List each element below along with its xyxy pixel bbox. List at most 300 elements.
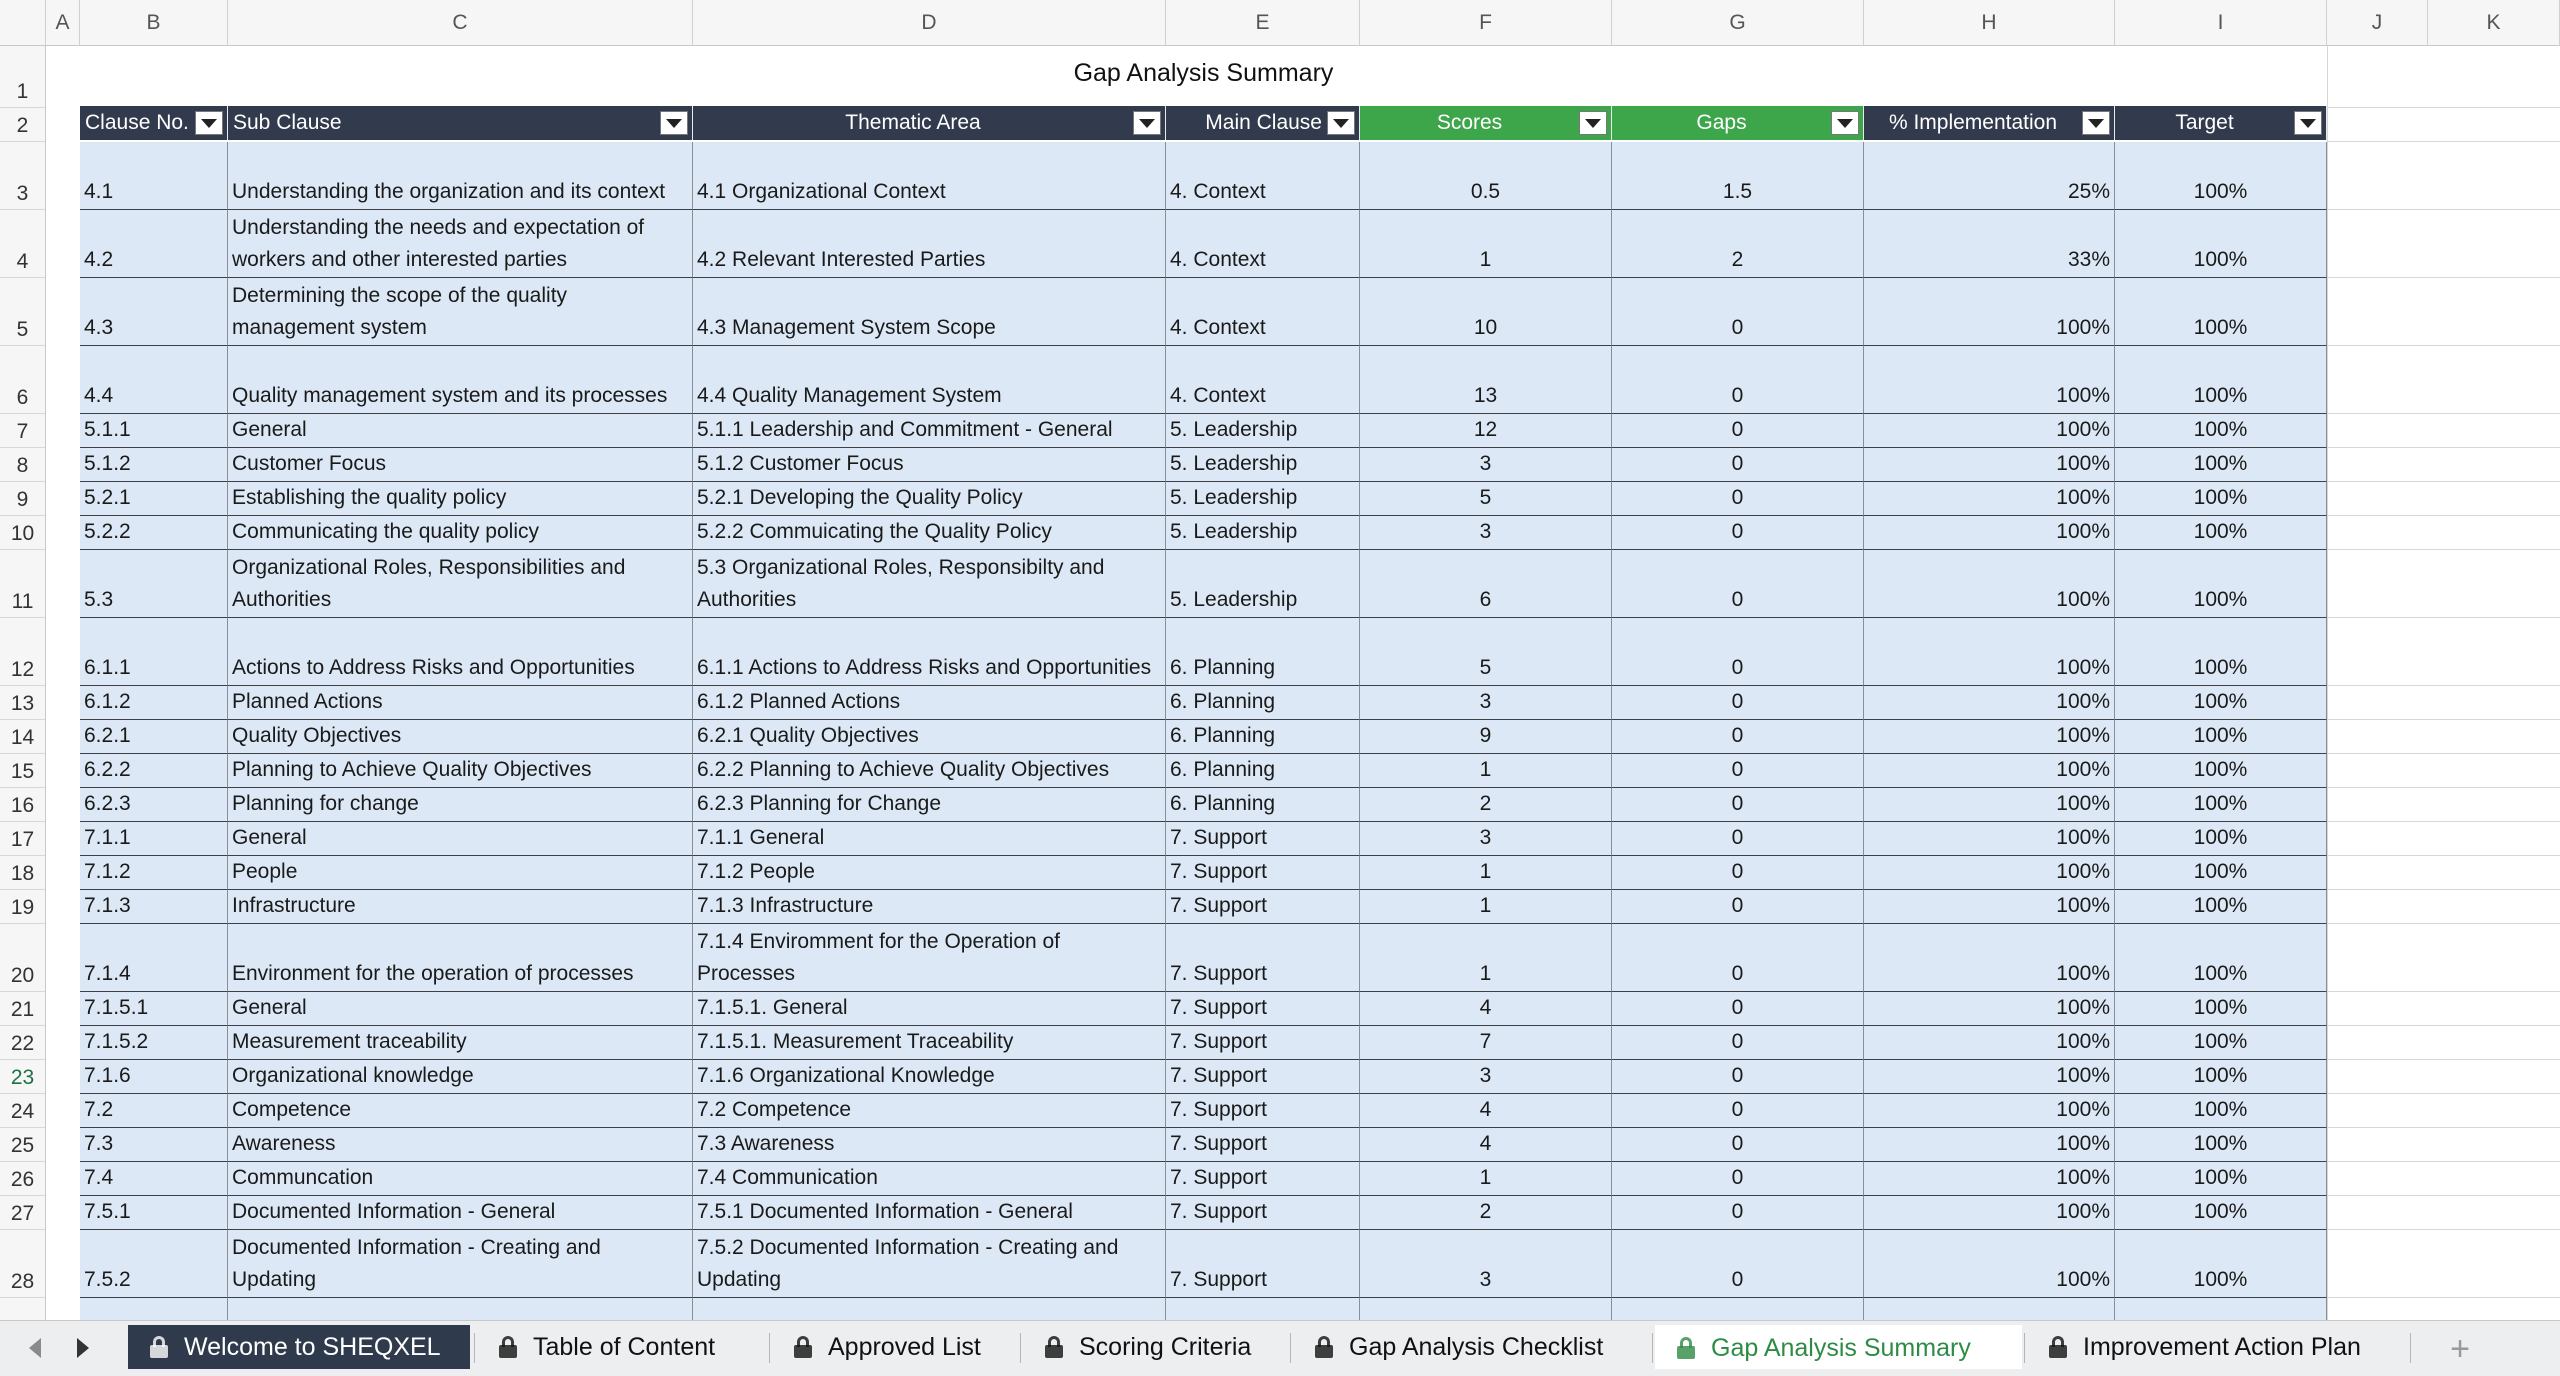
cell-gap[interactable] bbox=[1612, 924, 1864, 992]
cell-target[interactable] bbox=[2115, 1026, 2327, 1060]
gridline bbox=[2327, 107, 2560, 108]
cell-theme[interactable] bbox=[693, 788, 1166, 822]
row-header-23[interactable]: 23 bbox=[0, 1060, 46, 1094]
cell-target[interactable] bbox=[2115, 142, 2327, 210]
column-header-e[interactable]: E bbox=[1166, 0, 1360, 46]
cell-theme[interactable] bbox=[693, 992, 1166, 1026]
cell-theme[interactable] bbox=[693, 618, 1166, 686]
cell-clause[interactable] bbox=[80, 210, 228, 278]
cell-score[interactable] bbox=[1360, 822, 1612, 856]
column-header-d[interactable]: D bbox=[693, 0, 1166, 46]
cell-clause[interactable] bbox=[80, 1026, 228, 1060]
cell-main[interactable] bbox=[1166, 414, 1360, 448]
cell-main[interactable] bbox=[1166, 142, 1360, 210]
add-sheet-button[interactable]: + bbox=[2450, 1329, 2470, 1368]
cell-text: 100% bbox=[2193, 1268, 2248, 1291]
cell-text: Determining the scope of the quality management system bbox=[232, 284, 568, 339]
cell-score[interactable] bbox=[1360, 890, 1612, 924]
cell-gap[interactable] bbox=[1612, 1128, 1864, 1162]
cell-impl[interactable] bbox=[1864, 1128, 2115, 1162]
cell-main[interactable] bbox=[1166, 448, 1360, 482]
filter-dropdown-icon[interactable] bbox=[1579, 111, 1607, 135]
cell-score[interactable] bbox=[1360, 142, 1612, 210]
cell-gap[interactable] bbox=[1612, 210, 1864, 278]
row-header-21[interactable]: 21 bbox=[0, 992, 46, 1026]
row-header-19[interactable]: 19 bbox=[0, 890, 46, 924]
cell-sub[interactable] bbox=[228, 482, 693, 516]
column-header-f[interactable]: F bbox=[1360, 0, 1612, 46]
row-header-3[interactable]: 3 bbox=[0, 142, 46, 210]
cell-score[interactable] bbox=[1360, 924, 1612, 992]
cell-main[interactable] bbox=[1166, 278, 1360, 346]
cell-theme[interactable] bbox=[693, 278, 1166, 346]
cell-sub[interactable] bbox=[228, 550, 693, 618]
column-header-k[interactable]: K bbox=[2428, 0, 2560, 46]
cell-score[interactable] bbox=[1360, 516, 1612, 550]
cell-main[interactable] bbox=[1166, 822, 1360, 856]
cell-target[interactable] bbox=[2115, 482, 2327, 516]
cell-gap[interactable] bbox=[1612, 550, 1864, 618]
cell-text: Understanding the organization and its context bbox=[232, 180, 666, 203]
cell-clause[interactable] bbox=[80, 856, 228, 890]
row-header-15[interactable]: 15 bbox=[0, 754, 46, 788]
cell-gap[interactable] bbox=[1612, 754, 1864, 788]
row-header-7[interactable]: 7 bbox=[0, 414, 46, 448]
cell-sub[interactable] bbox=[228, 618, 693, 686]
cell-text: 100% bbox=[2056, 690, 2110, 713]
cell-gap[interactable] bbox=[1612, 278, 1864, 346]
cell-target[interactable] bbox=[2115, 346, 2327, 414]
cell-gap[interactable] bbox=[1612, 1162, 1864, 1196]
cell-target[interactable] bbox=[2115, 1094, 2327, 1128]
cell-clause[interactable] bbox=[80, 992, 228, 1026]
cell-text: 100% bbox=[2193, 690, 2248, 713]
cell-target[interactable] bbox=[2115, 822, 2327, 856]
row-header-25[interactable]: 25 bbox=[0, 1128, 46, 1162]
cell-impl[interactable] bbox=[1864, 1026, 2115, 1060]
row-header-22[interactable]: 22 bbox=[0, 1026, 46, 1060]
cell-sub[interactable] bbox=[228, 822, 693, 856]
cell-theme[interactable] bbox=[693, 720, 1166, 754]
cell-target[interactable] bbox=[2115, 856, 2327, 890]
cell-score[interactable] bbox=[1360, 1128, 1612, 1162]
cell-gap[interactable] bbox=[1612, 1094, 1864, 1128]
cell-target[interactable] bbox=[2115, 618, 2327, 686]
cell-score[interactable] bbox=[1360, 992, 1612, 1026]
cell-text: 0 bbox=[1731, 792, 1744, 815]
cell-target[interactable] bbox=[2115, 754, 2327, 788]
cell-target[interactable] bbox=[2115, 1196, 2327, 1230]
cell-main[interactable] bbox=[1166, 550, 1360, 618]
cell-score[interactable] bbox=[1360, 1162, 1612, 1196]
cell-text: 5.2.1 Developing the Quality Policy bbox=[697, 486, 1023, 509]
cell-sub[interactable] bbox=[228, 414, 693, 448]
cell-main[interactable] bbox=[1166, 856, 1360, 890]
cell-gap[interactable] bbox=[1612, 686, 1864, 720]
row-header-11[interactable]: 11 bbox=[0, 550, 46, 618]
cell-text: 7. Support bbox=[1170, 894, 1267, 917]
cell-sub[interactable] bbox=[228, 448, 693, 482]
cell-impl[interactable] bbox=[1864, 856, 2115, 890]
cell-gap[interactable] bbox=[1612, 890, 1864, 924]
row-header-18[interactable]: 18 bbox=[0, 856, 46, 890]
cell-sub[interactable] bbox=[228, 1162, 693, 1196]
cell-impl[interactable] bbox=[1864, 924, 2115, 992]
cell-main[interactable] bbox=[1166, 346, 1360, 414]
cell-impl[interactable] bbox=[1864, 1094, 2115, 1128]
cell-target[interactable] bbox=[2115, 414, 2327, 448]
cell-target[interactable] bbox=[2115, 550, 2327, 618]
cell-impl[interactable] bbox=[1864, 720, 2115, 754]
cell-gap[interactable] bbox=[1612, 1196, 1864, 1230]
cell-text: 100% bbox=[2193, 860, 2248, 883]
cell-target[interactable] bbox=[2115, 890, 2327, 924]
cell-theme[interactable] bbox=[693, 1128, 1166, 1162]
cell-main[interactable] bbox=[1166, 754, 1360, 788]
sheet-tab-gap-analysis-checklist[interactable] bbox=[1293, 1325, 1650, 1369]
column-header-h[interactable]: H bbox=[1864, 0, 2115, 46]
cell-gap[interactable] bbox=[1612, 482, 1864, 516]
cell-clause[interactable] bbox=[80, 1094, 228, 1128]
row-header-13[interactable]: 13 bbox=[0, 686, 46, 720]
cell-impl[interactable] bbox=[1864, 754, 2115, 788]
column-header-i[interactable]: I bbox=[2115, 0, 2327, 46]
cell-theme[interactable] bbox=[693, 1196, 1166, 1230]
cell-theme[interactable] bbox=[693, 482, 1166, 516]
cell-score[interactable] bbox=[1360, 1230, 1612, 1298]
cell-theme[interactable] bbox=[693, 550, 1166, 618]
cell-main[interactable] bbox=[1166, 992, 1360, 1026]
row-header-27[interactable]: 27 bbox=[0, 1196, 46, 1230]
row-header-9[interactable]: 9 bbox=[0, 482, 46, 516]
cell-main[interactable] bbox=[1166, 1094, 1360, 1128]
cell-gap[interactable] bbox=[1612, 856, 1864, 890]
cell-gap[interactable] bbox=[1612, 1026, 1864, 1060]
cell-target[interactable] bbox=[2115, 1060, 2327, 1094]
cell-clause[interactable] bbox=[80, 346, 228, 414]
cell-main[interactable] bbox=[1166, 482, 1360, 516]
cell-score[interactable] bbox=[1360, 210, 1612, 278]
cell-text: 0 bbox=[1731, 418, 1744, 441]
filter-dropdown-icon[interactable] bbox=[2082, 111, 2110, 135]
cell-score[interactable] bbox=[1360, 414, 1612, 448]
cell-target[interactable] bbox=[2115, 1230, 2327, 1298]
cell-impl[interactable] bbox=[1864, 890, 2115, 924]
cell-main[interactable] bbox=[1166, 210, 1360, 278]
cell-clause[interactable] bbox=[80, 822, 228, 856]
cell-text: 100% bbox=[2056, 1132, 2110, 1155]
cell-text: 2 bbox=[1479, 792, 1492, 815]
cell-main[interactable] bbox=[1166, 1128, 1360, 1162]
cell-text: 12 bbox=[1473, 418, 1498, 441]
cell-main[interactable] bbox=[1166, 924, 1360, 992]
cell-impl[interactable] bbox=[1864, 550, 2115, 618]
filter-dropdown-icon[interactable] bbox=[1133, 111, 1161, 135]
row-header-20[interactable]: 20 bbox=[0, 924, 46, 992]
cell-gap[interactable] bbox=[1612, 720, 1864, 754]
cell-clause[interactable] bbox=[80, 278, 228, 346]
cell-sub[interactable] bbox=[228, 992, 693, 1026]
gridline bbox=[2327, 549, 2560, 550]
cell-text: 4. Context bbox=[1170, 180, 1266, 203]
row-header-2[interactable]: 2 bbox=[0, 108, 46, 142]
cell-clause[interactable] bbox=[80, 618, 228, 686]
row-header-29[interactable] bbox=[0, 1298, 46, 1320]
cell-score[interactable] bbox=[1360, 1196, 1612, 1230]
cell-clause[interactable] bbox=[80, 516, 228, 550]
cell-sub[interactable] bbox=[228, 346, 693, 414]
cell-sub[interactable] bbox=[228, 1026, 693, 1060]
cell-score[interactable] bbox=[1360, 278, 1612, 346]
row-header-28[interactable]: 28 bbox=[0, 1230, 46, 1298]
cell-impl[interactable] bbox=[1864, 1230, 2115, 1298]
cell-impl[interactable] bbox=[1864, 788, 2115, 822]
cell-score[interactable] bbox=[1360, 346, 1612, 414]
filter-dropdown-icon[interactable] bbox=[1831, 111, 1859, 135]
cell-sub[interactable] bbox=[228, 754, 693, 788]
cell-score[interactable] bbox=[1360, 1298, 1612, 1320]
cell-theme[interactable] bbox=[693, 142, 1166, 210]
row-header-17[interactable]: 17 bbox=[0, 822, 46, 856]
cell-target[interactable] bbox=[2115, 1298, 2327, 1320]
cell-score[interactable] bbox=[1360, 686, 1612, 720]
cell-score[interactable] bbox=[1360, 1094, 1612, 1128]
row-header-4[interactable]: 4 bbox=[0, 210, 46, 278]
row-header-10[interactable]: 10 bbox=[0, 516, 46, 550]
cell-sub[interactable] bbox=[228, 142, 693, 210]
cell-impl[interactable] bbox=[1864, 992, 2115, 1026]
cell-score[interactable] bbox=[1360, 1026, 1612, 1060]
cell-sub[interactable] bbox=[228, 1230, 693, 1298]
row-header-26[interactable]: 26 bbox=[0, 1162, 46, 1196]
filter-dropdown-icon[interactable] bbox=[195, 111, 223, 135]
cell-theme[interactable] bbox=[693, 1094, 1166, 1128]
cell-gap[interactable] bbox=[1612, 1298, 1864, 1320]
cell-theme[interactable] bbox=[693, 346, 1166, 414]
cell-sub[interactable] bbox=[228, 210, 693, 278]
cell-impl[interactable] bbox=[1864, 1196, 2115, 1230]
column-header-j[interactable]: J bbox=[2327, 0, 2428, 46]
previous-sheet-icon[interactable] bbox=[24, 1335, 46, 1361]
cell-sub[interactable] bbox=[228, 924, 693, 992]
cell-sub[interactable] bbox=[228, 890, 693, 924]
cell-gap[interactable] bbox=[1612, 414, 1864, 448]
cell-main[interactable] bbox=[1166, 1230, 1360, 1298]
cell-gap[interactable] bbox=[1612, 448, 1864, 482]
cell-clause[interactable] bbox=[80, 1230, 228, 1298]
cell-impl[interactable] bbox=[1864, 448, 2115, 482]
cell-text: 1 bbox=[1479, 962, 1492, 985]
cell-score[interactable] bbox=[1360, 550, 1612, 618]
column-header-a[interactable]: A bbox=[46, 0, 80, 46]
row-header-8[interactable]: 8 bbox=[0, 448, 46, 482]
gridline bbox=[2327, 141, 2560, 142]
gridline bbox=[2327, 447, 2560, 448]
cell-target[interactable] bbox=[2115, 924, 2327, 992]
cell-sub[interactable] bbox=[228, 1060, 693, 1094]
cell-gap[interactable] bbox=[1612, 346, 1864, 414]
cell-gap[interactable] bbox=[1612, 788, 1864, 822]
cell-score[interactable] bbox=[1360, 1060, 1612, 1094]
cell-text: 100% bbox=[2056, 588, 2110, 611]
cell-target[interactable] bbox=[2115, 686, 2327, 720]
cell-text: 100% bbox=[2193, 316, 2248, 339]
cell-impl[interactable] bbox=[1864, 686, 2115, 720]
cell-clause[interactable] bbox=[80, 448, 228, 482]
cell-theme[interactable] bbox=[693, 822, 1166, 856]
cell-target[interactable] bbox=[2115, 448, 2327, 482]
cell-theme[interactable] bbox=[693, 210, 1166, 278]
cell-sub[interactable] bbox=[228, 1094, 693, 1128]
cell-target[interactable] bbox=[2115, 992, 2327, 1026]
cell-target[interactable] bbox=[2115, 720, 2327, 754]
sheet-tab-welcome-to-sheqxel[interactable] bbox=[128, 1325, 470, 1369]
cell-main[interactable] bbox=[1166, 1196, 1360, 1230]
cell-score[interactable] bbox=[1360, 856, 1612, 890]
cell-theme[interactable] bbox=[693, 1298, 1166, 1320]
cell-clause[interactable] bbox=[80, 550, 228, 618]
cell-score[interactable] bbox=[1360, 754, 1612, 788]
cell-main[interactable] bbox=[1166, 1162, 1360, 1196]
cell-impl[interactable] bbox=[1864, 142, 2115, 210]
cell-score[interactable] bbox=[1360, 788, 1612, 822]
cell-theme[interactable] bbox=[693, 924, 1166, 992]
cell-gap[interactable] bbox=[1612, 992, 1864, 1026]
row-header-1[interactable]: 1 bbox=[0, 46, 46, 108]
cell-sub[interactable] bbox=[228, 1298, 693, 1320]
cell-gap[interactable] bbox=[1612, 618, 1864, 686]
row-header-16[interactable]: 16 bbox=[0, 788, 46, 822]
sheet-tab-gap-analysis-summary[interactable] bbox=[1655, 1325, 2022, 1369]
row-header-6[interactable]: 6 bbox=[0, 346, 46, 414]
cell-impl[interactable] bbox=[1864, 278, 2115, 346]
row-header-14[interactable]: 14 bbox=[0, 720, 46, 754]
cell-clause[interactable] bbox=[80, 890, 228, 924]
sheet-tab-improvement-action-plan[interactable] bbox=[2027, 1325, 2405, 1369]
cell-theme[interactable] bbox=[693, 890, 1166, 924]
cell-target[interactable] bbox=[2115, 278, 2327, 346]
cell-sub[interactable] bbox=[228, 278, 693, 346]
cell-impl[interactable] bbox=[1864, 516, 2115, 550]
cell-sub[interactable] bbox=[228, 686, 693, 720]
cell-gap[interactable] bbox=[1612, 1060, 1864, 1094]
cell-theme[interactable] bbox=[693, 1162, 1166, 1196]
cell-score[interactable] bbox=[1360, 482, 1612, 516]
cell-impl[interactable] bbox=[1864, 618, 2115, 686]
sheet-tab-table-of-content[interactable] bbox=[477, 1325, 720, 1369]
cell-gap[interactable] bbox=[1612, 516, 1864, 550]
cell-target[interactable] bbox=[2115, 1162, 2327, 1196]
cell-clause[interactable] bbox=[80, 924, 228, 992]
sheet-tab-approved-list[interactable] bbox=[772, 1325, 1018, 1369]
cell-clause[interactable] bbox=[80, 1298, 228, 1320]
cell-clause[interactable] bbox=[80, 1196, 228, 1230]
cell-sub[interactable] bbox=[228, 720, 693, 754]
cell-target[interactable] bbox=[2115, 516, 2327, 550]
cell-sub[interactable] bbox=[228, 516, 693, 550]
cell-clause[interactable] bbox=[80, 142, 228, 210]
cell-main[interactable] bbox=[1166, 890, 1360, 924]
cell-theme[interactable] bbox=[693, 856, 1166, 890]
cell-clause[interactable] bbox=[80, 482, 228, 516]
cell-clause[interactable] bbox=[80, 788, 228, 822]
cell-impl[interactable] bbox=[1864, 346, 2115, 414]
cell-target[interactable] bbox=[2115, 788, 2327, 822]
row-header-24[interactable]: 24 bbox=[0, 1094, 46, 1128]
cell-impl[interactable] bbox=[1864, 1162, 2115, 1196]
cell-sub[interactable] bbox=[228, 856, 693, 890]
sheet-tab-bar bbox=[0, 1320, 2560, 1376]
cell-impl[interactable] bbox=[1864, 1298, 2115, 1320]
cell-gap[interactable] bbox=[1612, 1230, 1864, 1298]
gridline bbox=[2327, 685, 2560, 686]
cell-theme[interactable] bbox=[693, 516, 1166, 550]
cell-main[interactable] bbox=[1166, 720, 1360, 754]
cell-theme[interactable] bbox=[693, 754, 1166, 788]
cell-theme[interactable] bbox=[693, 448, 1166, 482]
cell-main[interactable] bbox=[1166, 1026, 1360, 1060]
cell-impl[interactable] bbox=[1864, 822, 2115, 856]
row-header-12[interactable]: 12 bbox=[0, 618, 46, 686]
filter-dropdown-icon[interactable] bbox=[660, 111, 688, 135]
cell-score[interactable] bbox=[1360, 720, 1612, 754]
cell-impl[interactable] bbox=[1864, 1060, 2115, 1094]
sheet-tab-scoring-criteria[interactable] bbox=[1023, 1325, 1288, 1369]
select-all-corner[interactable] bbox=[0, 0, 46, 46]
cell-score[interactable] bbox=[1360, 448, 1612, 482]
cell-main[interactable] bbox=[1166, 1298, 1360, 1320]
cell-impl[interactable] bbox=[1864, 482, 2115, 516]
cell-main[interactable] bbox=[1166, 788, 1360, 822]
cell-sub[interactable] bbox=[228, 1128, 693, 1162]
filter-dropdown-icon[interactable] bbox=[2294, 111, 2322, 135]
cell-theme[interactable] bbox=[693, 414, 1166, 448]
cell-main[interactable] bbox=[1166, 516, 1360, 550]
cell-main[interactable] bbox=[1166, 618, 1360, 686]
row-header-5[interactable]: 5 bbox=[0, 278, 46, 346]
cell-clause[interactable] bbox=[80, 1162, 228, 1196]
cell-clause[interactable] bbox=[80, 1128, 228, 1162]
cell-gap[interactable] bbox=[1612, 822, 1864, 856]
cell-clause[interactable] bbox=[80, 720, 228, 754]
cell-main[interactable] bbox=[1166, 686, 1360, 720]
cell-clause[interactable] bbox=[80, 686, 228, 720]
column-header-c[interactable]: C bbox=[228, 0, 693, 46]
cell-target[interactable] bbox=[2115, 210, 2327, 278]
cell-theme[interactable] bbox=[693, 1060, 1166, 1094]
cell-target[interactable] bbox=[2115, 1128, 2327, 1162]
cell-sub[interactable] bbox=[228, 788, 693, 822]
filter-dropdown-icon[interactable] bbox=[1327, 111, 1355, 135]
cell-impl[interactable] bbox=[1864, 210, 2115, 278]
cell-clause[interactable] bbox=[80, 754, 228, 788]
cell-main[interactable] bbox=[1166, 1060, 1360, 1094]
cell-clause[interactable] bbox=[80, 414, 228, 448]
cell-gap[interactable] bbox=[1612, 142, 1864, 210]
header-label: Clause No. bbox=[85, 111, 189, 134]
cell-score[interactable] bbox=[1360, 618, 1612, 686]
next-sheet-icon[interactable] bbox=[72, 1335, 94, 1361]
column-header-g[interactable]: G bbox=[1612, 0, 1864, 46]
cell-theme[interactable] bbox=[693, 686, 1166, 720]
cell-impl[interactable] bbox=[1864, 414, 2115, 448]
cell-sub[interactable] bbox=[228, 1196, 693, 1230]
column-header-b[interactable]: B bbox=[80, 0, 228, 46]
cell-theme[interactable] bbox=[693, 1026, 1166, 1060]
cell-clause[interactable] bbox=[80, 1060, 228, 1094]
cell-theme[interactable] bbox=[693, 1230, 1166, 1298]
cell-text: 7. Support bbox=[1170, 860, 1267, 883]
